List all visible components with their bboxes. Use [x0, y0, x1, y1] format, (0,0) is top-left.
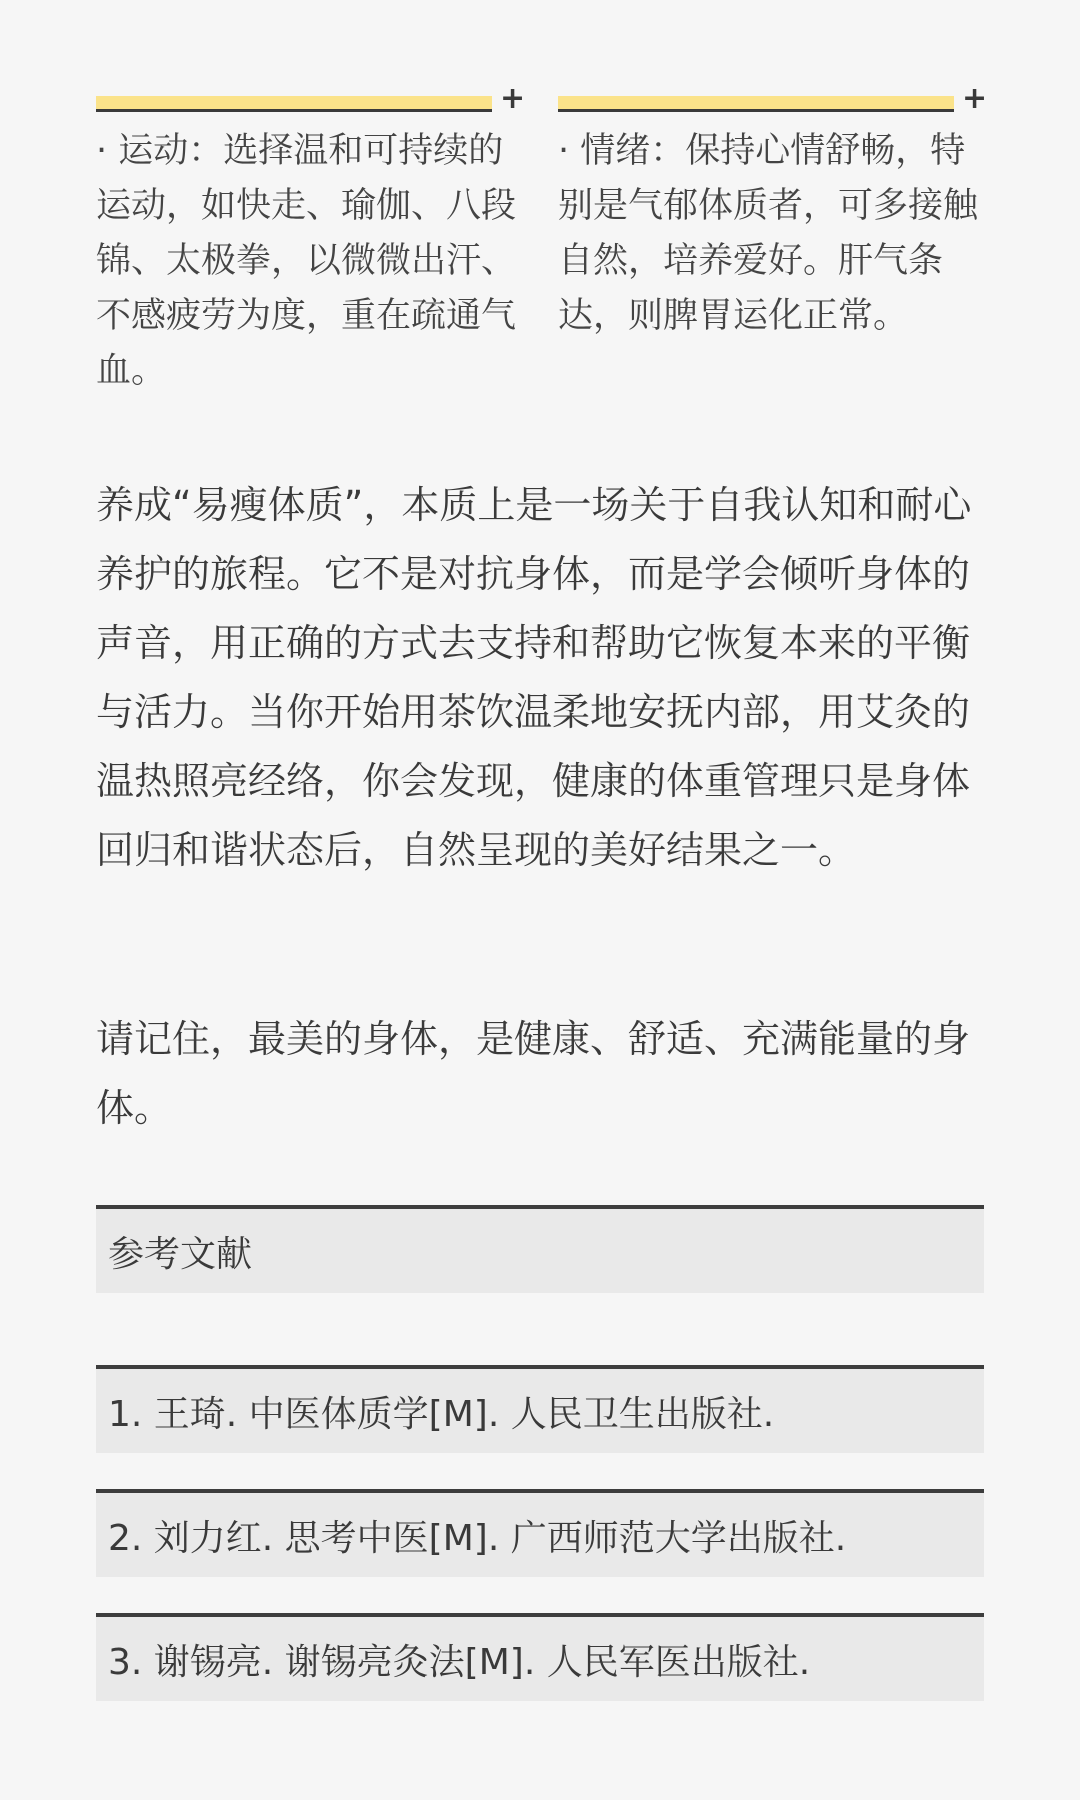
- references-heading: 参考文献: [96, 1205, 984, 1293]
- tip-text-exercise: · 运动：选择温和可持续的运动，如快走、瑜伽、八段锦、太极拳，以微微出汗、不感疲劳为度，重在疏通气血。: [96, 131, 517, 391]
- tips-columns: [96, 81, 988, 399]
- column-header: [558, 81, 988, 118]
- reference-item: 2. 刘力红. 思考中医[M]. 广西师范大学出版社.: [96, 1489, 984, 1577]
- tip-column-exercise: [96, 81, 526, 399]
- highlight-bar: [96, 96, 492, 112]
- reference-item: 1. 王琦. 中医体质学[M]. 人民卫生出版社.: [96, 1365, 984, 1453]
- tip-column-emotion: [558, 81, 988, 399]
- plus-icon: +: [500, 81, 526, 116]
- reference-item: 3. 谢锡亮. 谢锡亮灸法[M]. 人民军医出版社.: [96, 1613, 984, 1701]
- highlight-bar: [558, 96, 954, 112]
- closing-paragraph: 请记住，最美的身体，是健康、舒适、充满能量的身体。: [96, 1017, 971, 1130]
- plus-icon: +: [962, 81, 988, 116]
- summary-paragraph: 养成“易瘦体质”，本质上是一场关于自我认知和耐心养护的旅程。它不是对抗身体，而是学会倾听身体的声音，用正确的方式去支持和帮助它恢复本来的平衡与活力。当你开始用茶饮温柔地安抚内部，用艾灸的温热照亮经络，你会发现，健康的体重管理只是身体回归和谐状态后，自然呈现的美好结果之一。: [96, 483, 972, 872]
- column-header: [96, 81, 526, 118]
- tip-text-emotion: · 情绪：保持心情舒畅，特别是气郁体质者，可多接触自然，培养爱好。肝气条达，则脾胃运化正常。: [558, 131, 979, 336]
